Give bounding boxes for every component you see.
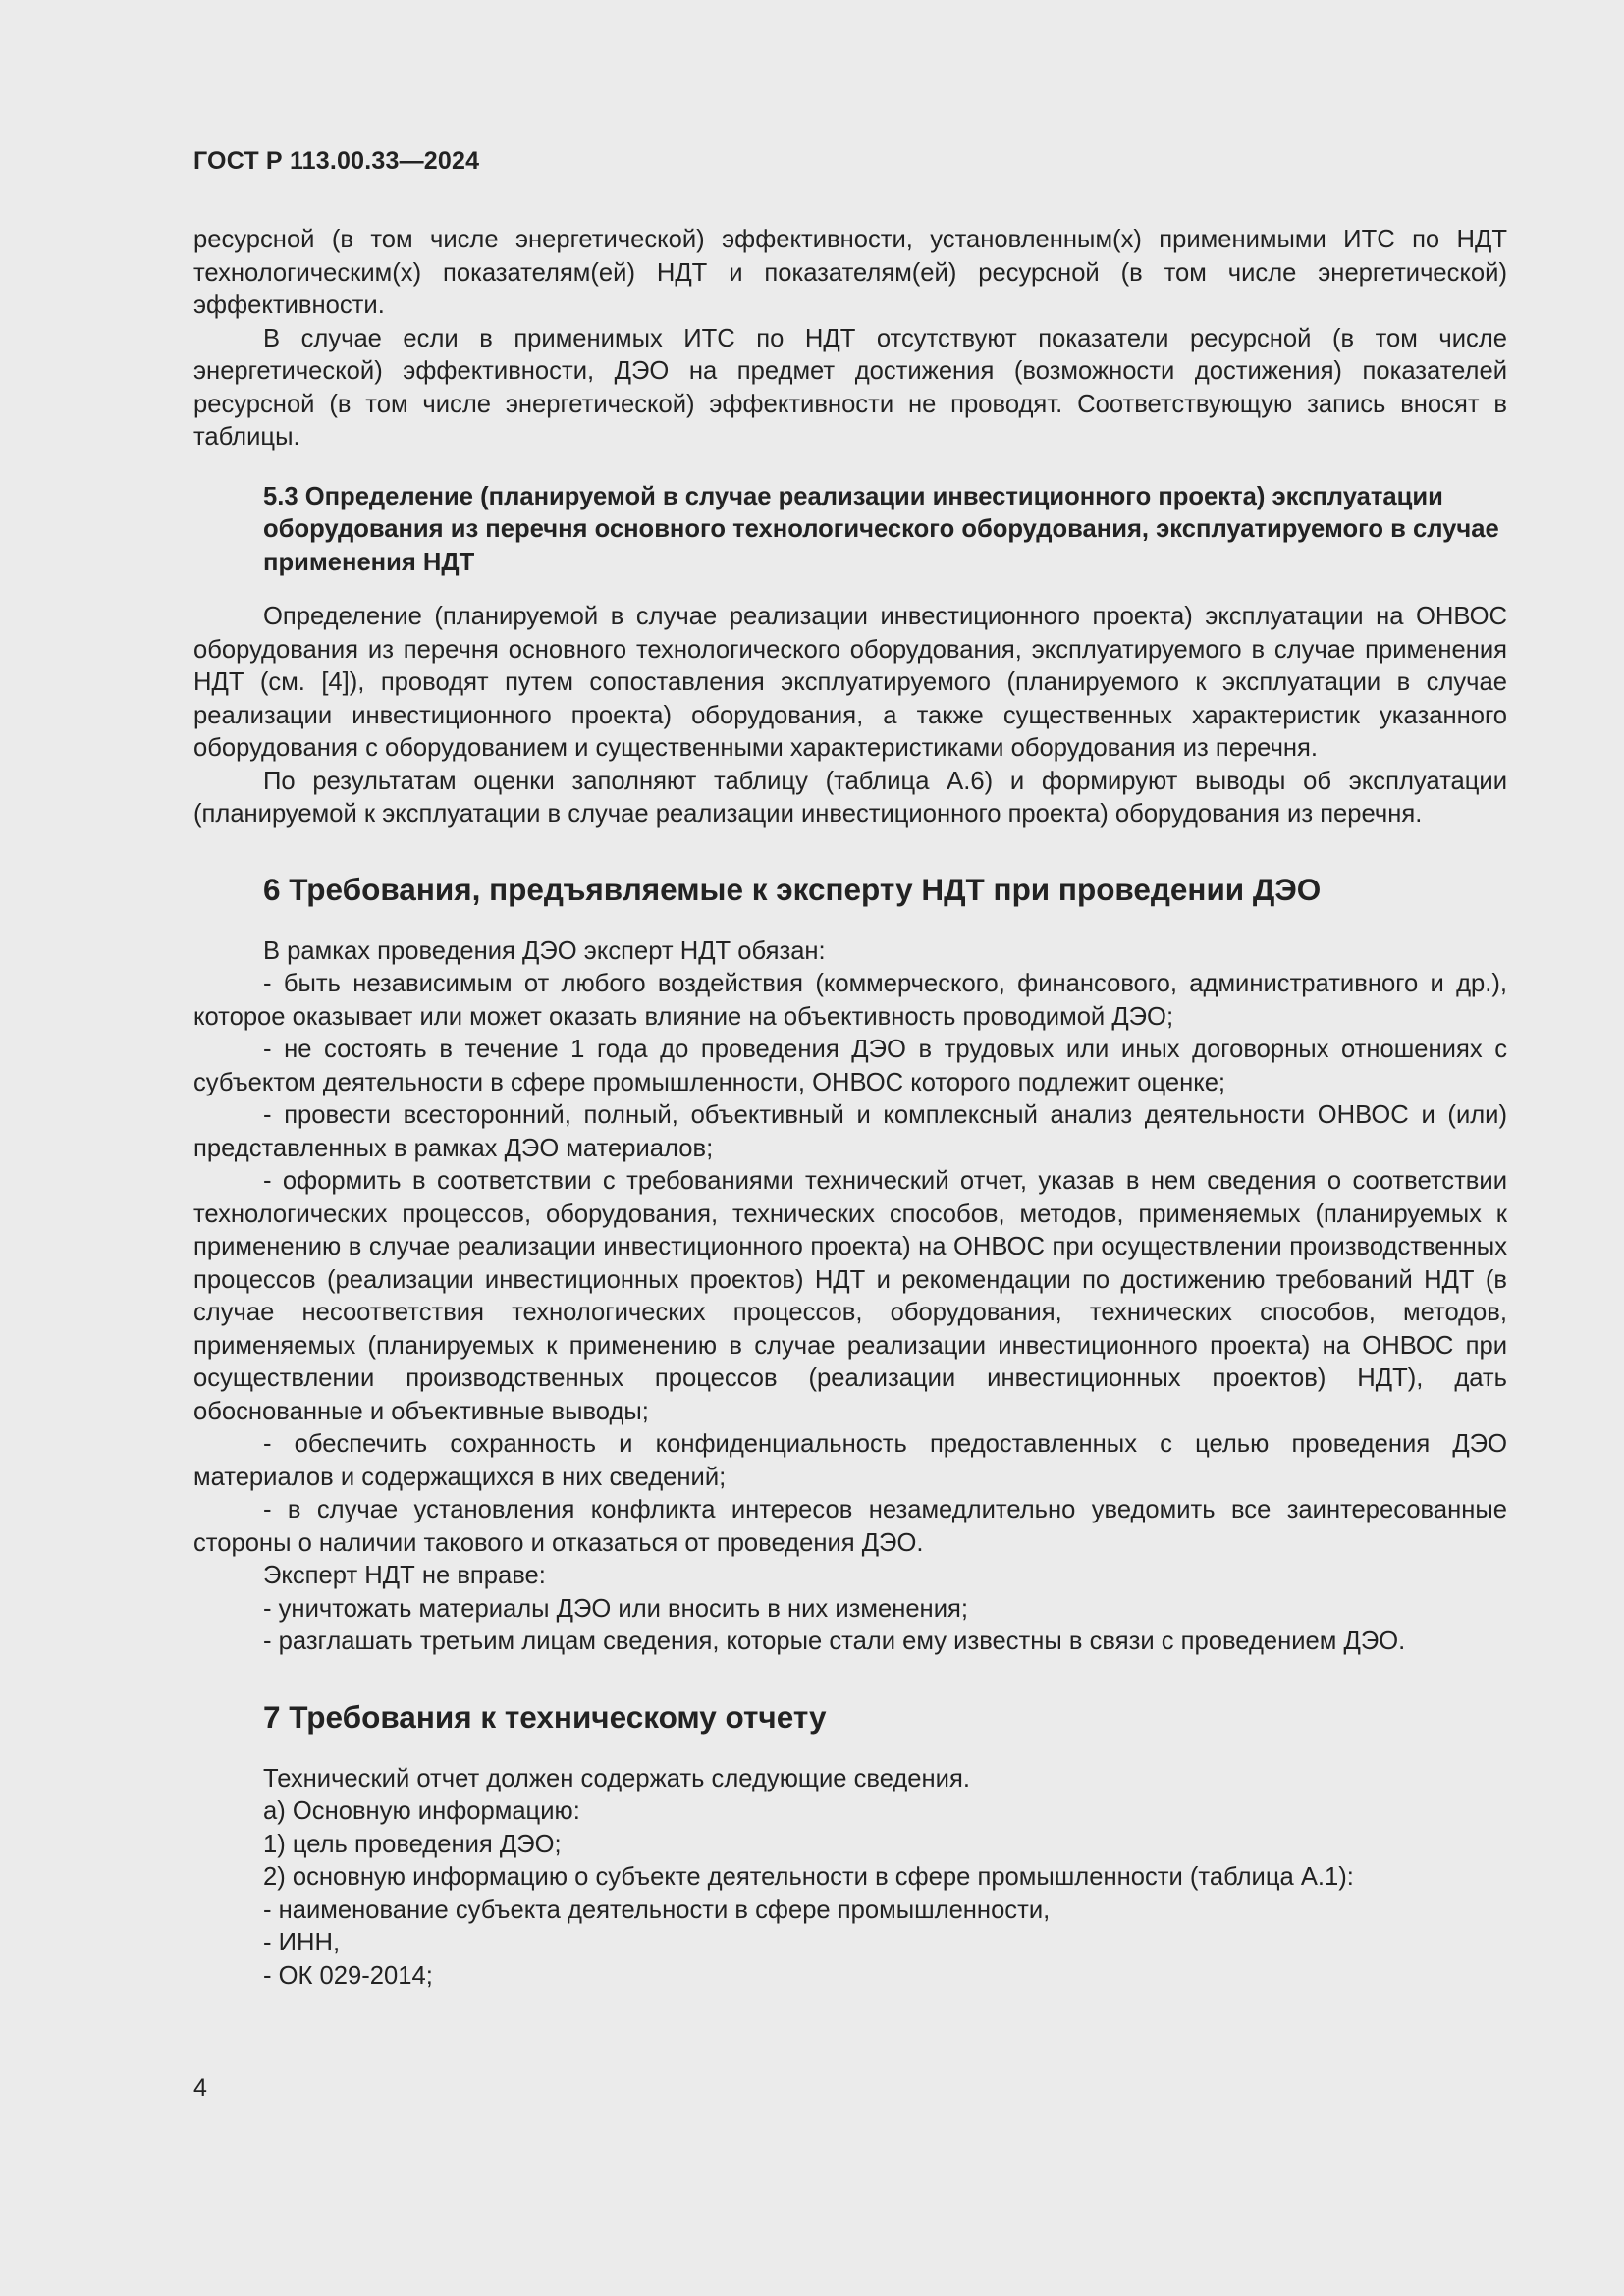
- list-item: - наименование субъекта деятельности в сфере промышленности,: [263, 1896, 1051, 1924]
- list-item: - ИНН,: [263, 1929, 341, 1956]
- paragraph: По результатам оценки заполняют таблицу (таблица А.6) и формируют выводы об эксплуатации (планируемой к эксплуатации в случае реализации инвестиционного проекта) оборудования из перечня.: [193, 767, 1507, 828]
- list-item: 2) основную информацию о субъекте деятельности в сфере промышленности (таблица А.1):: [263, 1863, 1354, 1891]
- section-heading-6: 6 Требования, предъявляемые к эксперту НДТ при проведении ДЭО: [263, 871, 1322, 907]
- list-item: 1) цель проведения ДЭО;: [263, 1830, 562, 1858]
- paragraph: ресурсной (в том числе энергетической) эффективности, установленным(х) применимыми ИТС по НДТ технологическим(х) показателям(ей) НДТ и показателям(ей) ресурсной (в том числе энергетической) эффективности.: [193, 226, 1507, 319]
- page-number: 4: [193, 2074, 207, 2102]
- section-heading-7: 7 Требования к техническому отчету: [263, 1698, 827, 1735]
- list-item: - оформить в соответствии с требованиями технический отчет, указав в нем сведения о соответствии технологических процессов, оборудования, технических способов, методов, применяемых (планируемых к применению в случае реализации инвестиционного проекта) на ОНВОС при осуществлении производственных процессов (реализации инвестиционных проектов) НДТ и рекомендации по достижению требований НДТ (в случае несоответствия технологических процессов, оборудования, технических способов, методов, применяемых (планируемых к применению в случае реализации инвестиционного проекта) на ОНВОС при осуществлении производственных процессов (реализации инвестиционных проектов) НДТ), дать обоснованные и объективные выводы;: [193, 1167, 1507, 1425]
- paragraph: Эксперт НДТ не вправе:: [263, 1562, 546, 1589]
- paragraph: В рамках проведения ДЭО эксперт НДТ обязан:: [263, 936, 826, 965]
- list-item: - разглашать третьим лицам сведения, которые стали ему известны в связи с проведением ДЭО.: [263, 1628, 1406, 1655]
- document-header: ГОСТ Р 113.00.33—2024: [193, 147, 480, 175]
- list-item: - не состоять в течение 1 года до проведения ДЭО в трудовых или иных договорных отношениях с субъектом деятельности в сфере промышленности, ОНВОС которого подлежит оценке;: [193, 1036, 1507, 1096]
- list-item: - провести всесторонний, полный, объективный и комплексный анализ деятельности ОНВОС и (или) представленных в рамках ДЭО материалов;: [193, 1101, 1507, 1162]
- subsection-heading-5-3: 5.3 Определение (планируемой в случае реализации инвестиционного проекта) эксплуатации оборудования из перечня основного технологического оборудования, эксплуатируемого в случае применения НДТ: [263, 482, 1499, 576]
- list-item: а) Основную информацию:: [263, 1797, 580, 1825]
- list-item: - уничтожать материалы ДЭО или вносить в них изменения;: [263, 1594, 968, 1623]
- paragraph: Технический отчет должен содержать следующие сведения.: [263, 1764, 970, 1792]
- document-body: [193, 224, 1507, 1993]
- paragraph: Определение (планируемой в случае реализации инвестиционного проекта) эксплуатации на ОНВОС оборудования из перечня основного технологического оборудования, эксплуатируемого в случае применения НДТ (см. [4]), проводят путем сопоставления эксплуатируемого (планируемого к эксплуатации в случае реализации инвестиционного проекта) оборудования, а также существенных характеристик указанного оборудования с оборудованием и существенными характеристиками оборудования из перечня.: [193, 603, 1507, 762]
- list-item: - обеспечить сохранность и конфиденциальность предоставленных с целью проведения ДЭО материалов и содержащихся в них сведений;: [193, 1430, 1507, 1491]
- list-item: - ОК 029-2014;: [263, 1961, 433, 1990]
- list-item: - в случае установления конфликта интересов незамедлительно уведомить все заинтересованные стороны о наличии такового и отказаться от проведения ДЭО.: [193, 1496, 1507, 1557]
- document-page: [193, 0, 1507, 2296]
- list-item: - быть независимым от любого воздействия (коммерческого, финансового, административного и др.), которое оказывает или может оказать влияние на объективность проводимой ДЭО;: [193, 970, 1507, 1031]
- paragraph: В случае если в применимых ИТС по НДТ отсутствуют показатели ресурсной (в том числе энергетической) эффективности, ДЭО на предмет достижения (возможности достижения) показателей ресурсной (в том числе энергетической) эффективности не проводят. Соответствующую запись вносят в таблицы.: [193, 324, 1507, 451]
